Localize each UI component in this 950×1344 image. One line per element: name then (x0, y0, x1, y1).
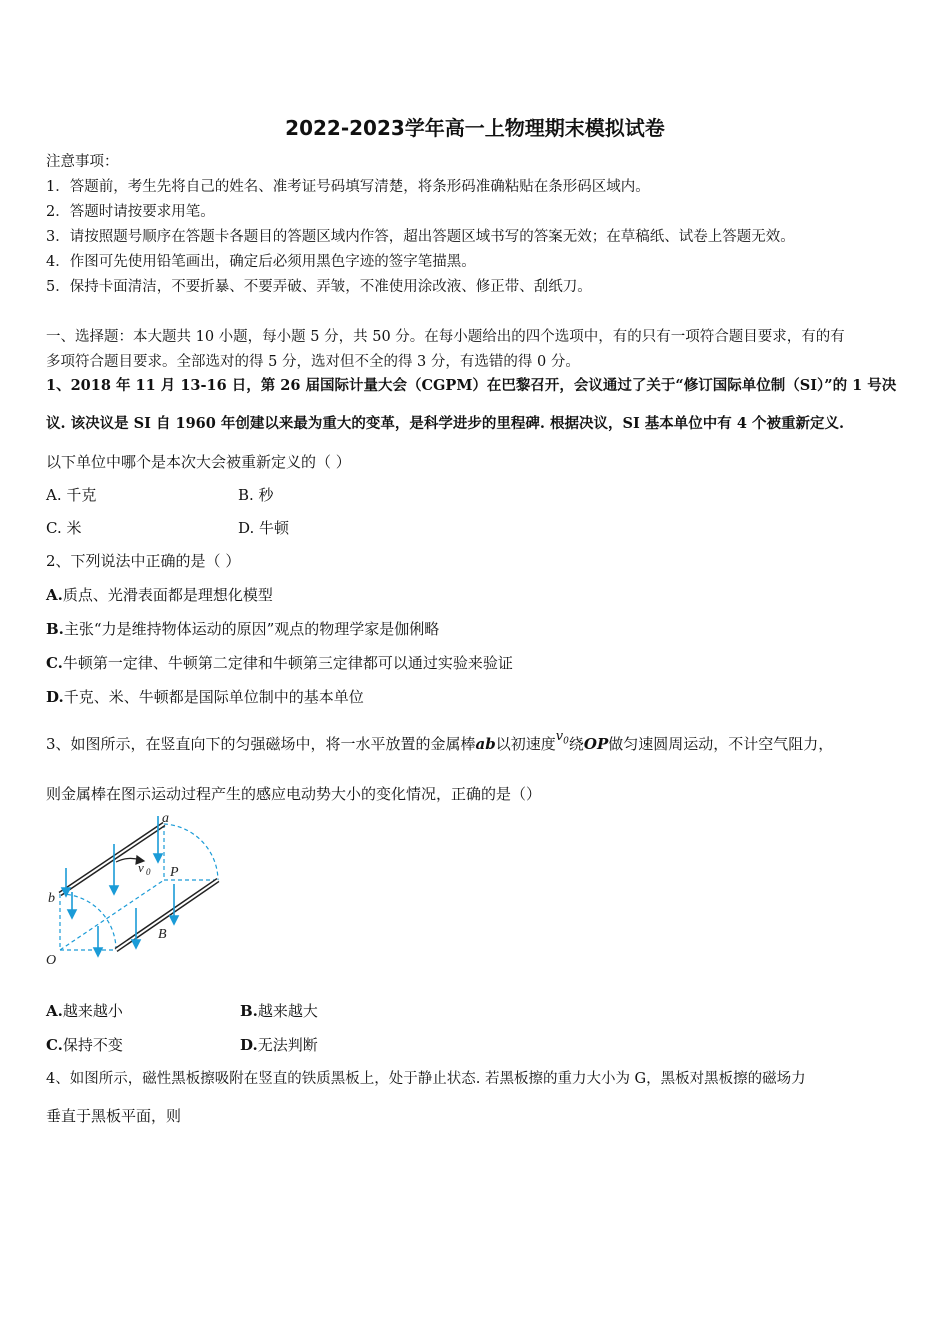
q3-option-d: D.无法判断 (240, 1036, 318, 1054)
label-v: v (138, 860, 144, 875)
q3-figure (40, 808, 230, 970)
q1-stem-line-3: 以下单位中哪个是本次大会被重新定义的（ ） (46, 453, 351, 471)
q4-stem-line-2: 垂直于黑板平面，则 (46, 1107, 182, 1125)
q3-stem-line-2: 则金属棒在图示运动过程产生的感应电动势大小的变化情况，正确的是（） (46, 785, 542, 803)
label-B: B (158, 927, 167, 942)
section-header-line-2: 多项符合题目要求。全部选对的得 5 分，选对但不全的得 3 分，有选错的得 0 分。 (46, 354, 580, 370)
notice-item-5: 5．保持卡面清洁，不要折暴、不要弄破、弄皱，不准使用涂改液、修正带、刮纸刀。 (46, 279, 592, 295)
notice-heading: 注意事项： (46, 154, 119, 170)
q1-stem-line-2: 议. 该决议是 SI 自 1960 年创建以来最为重大的变革，是科学进步的里程碑. 根据决议，SI 基本单位中有 4 个被重新定义. (46, 415, 845, 432)
q3-stem-line-1: 3、如图所示，在竖直向下的匀强磁场中，将一水平放置的金属棒ab以初速度$v_0$绕OP做匀速圆周运动，不计空气阻力， (46, 729, 834, 753)
q3-option-c: C.保持不变 (46, 1036, 123, 1054)
section-header-line-1: 一、选择题：本大题共 10 小题，每小题 5 分，共 50 分。在每小题给出的四个选项中，有的只有一项符合题目要求，有的有 (46, 329, 845, 345)
q3-option-a: A.越来越小 (46, 1002, 123, 1020)
notice-item-2: 2．答题时请按要求用笔。 (46, 204, 215, 220)
q1-option-a: A. 千克 (46, 486, 97, 504)
q1-option-d: D. 牛顿 (238, 519, 290, 537)
label-P: P (170, 865, 179, 880)
q3-option-b: B.越来越大 (240, 1002, 318, 1020)
notice-item-4: 4．作图可先使用铅笔画出，确定后必须用黑色字迹的签字笔描黑。 (46, 254, 476, 270)
label-v-sub: 0 (146, 867, 151, 877)
q1-stem-line-1: 1、2018 年 11 月 13-16 日，第 26 届国际计量大会（CGPM）在巴黎召开，会议通过了关于“修订国际单位制（SI）”的 1 号决 (46, 377, 897, 394)
label-b: b (48, 891, 55, 906)
notice-item-1: 1．答题前，考生先将自己的姓名、准考证号码填写清楚，将条形码准确粘贴在条形码区域内。 (46, 179, 650, 195)
q1-option-c: C. 米 (46, 519, 82, 537)
q2-option-a: A.质点、光滑表面都是理想化模型 (46, 586, 273, 604)
q2-stem: 2、下列说法中正确的是（ ） (46, 552, 241, 570)
q4-stem-line-1: 4、如图所示，磁性黑板擦吸附在竖直的铁质黑板上，处于静止状态. 若黑板擦的重力大小为 G，黑板对黑板擦的磁场力 (46, 1071, 806, 1087)
v0-symbol: $v_0$ (555, 729, 569, 747)
notice-item-3: 3．请按照题号顺序在答题卡各题目的答题区域内作答，超出答题区域书写的答案无效；在草稿纸、试卷上答题无效。 (46, 229, 795, 245)
q2-option-b: B.主张“力是维持物体运动的原因”观点的物理学家是伽俐略 (46, 620, 440, 638)
label-a: a (162, 811, 169, 826)
q1-option-b: B. 秒 (238, 486, 274, 504)
page-title: 2022-2023学年高一上物理期末模拟试卷 (285, 116, 665, 140)
q2-option-c: C.牛顿第一定律、牛顿第二定律和牛顿第三定律都可以通过实验来验证 (46, 654, 513, 672)
label-O: O (46, 953, 57, 968)
q2-option-d: D.千克、米、牛顿都是国际单位制中的基本单位 (46, 688, 364, 706)
q3-metal-rods (60, 824, 218, 950)
